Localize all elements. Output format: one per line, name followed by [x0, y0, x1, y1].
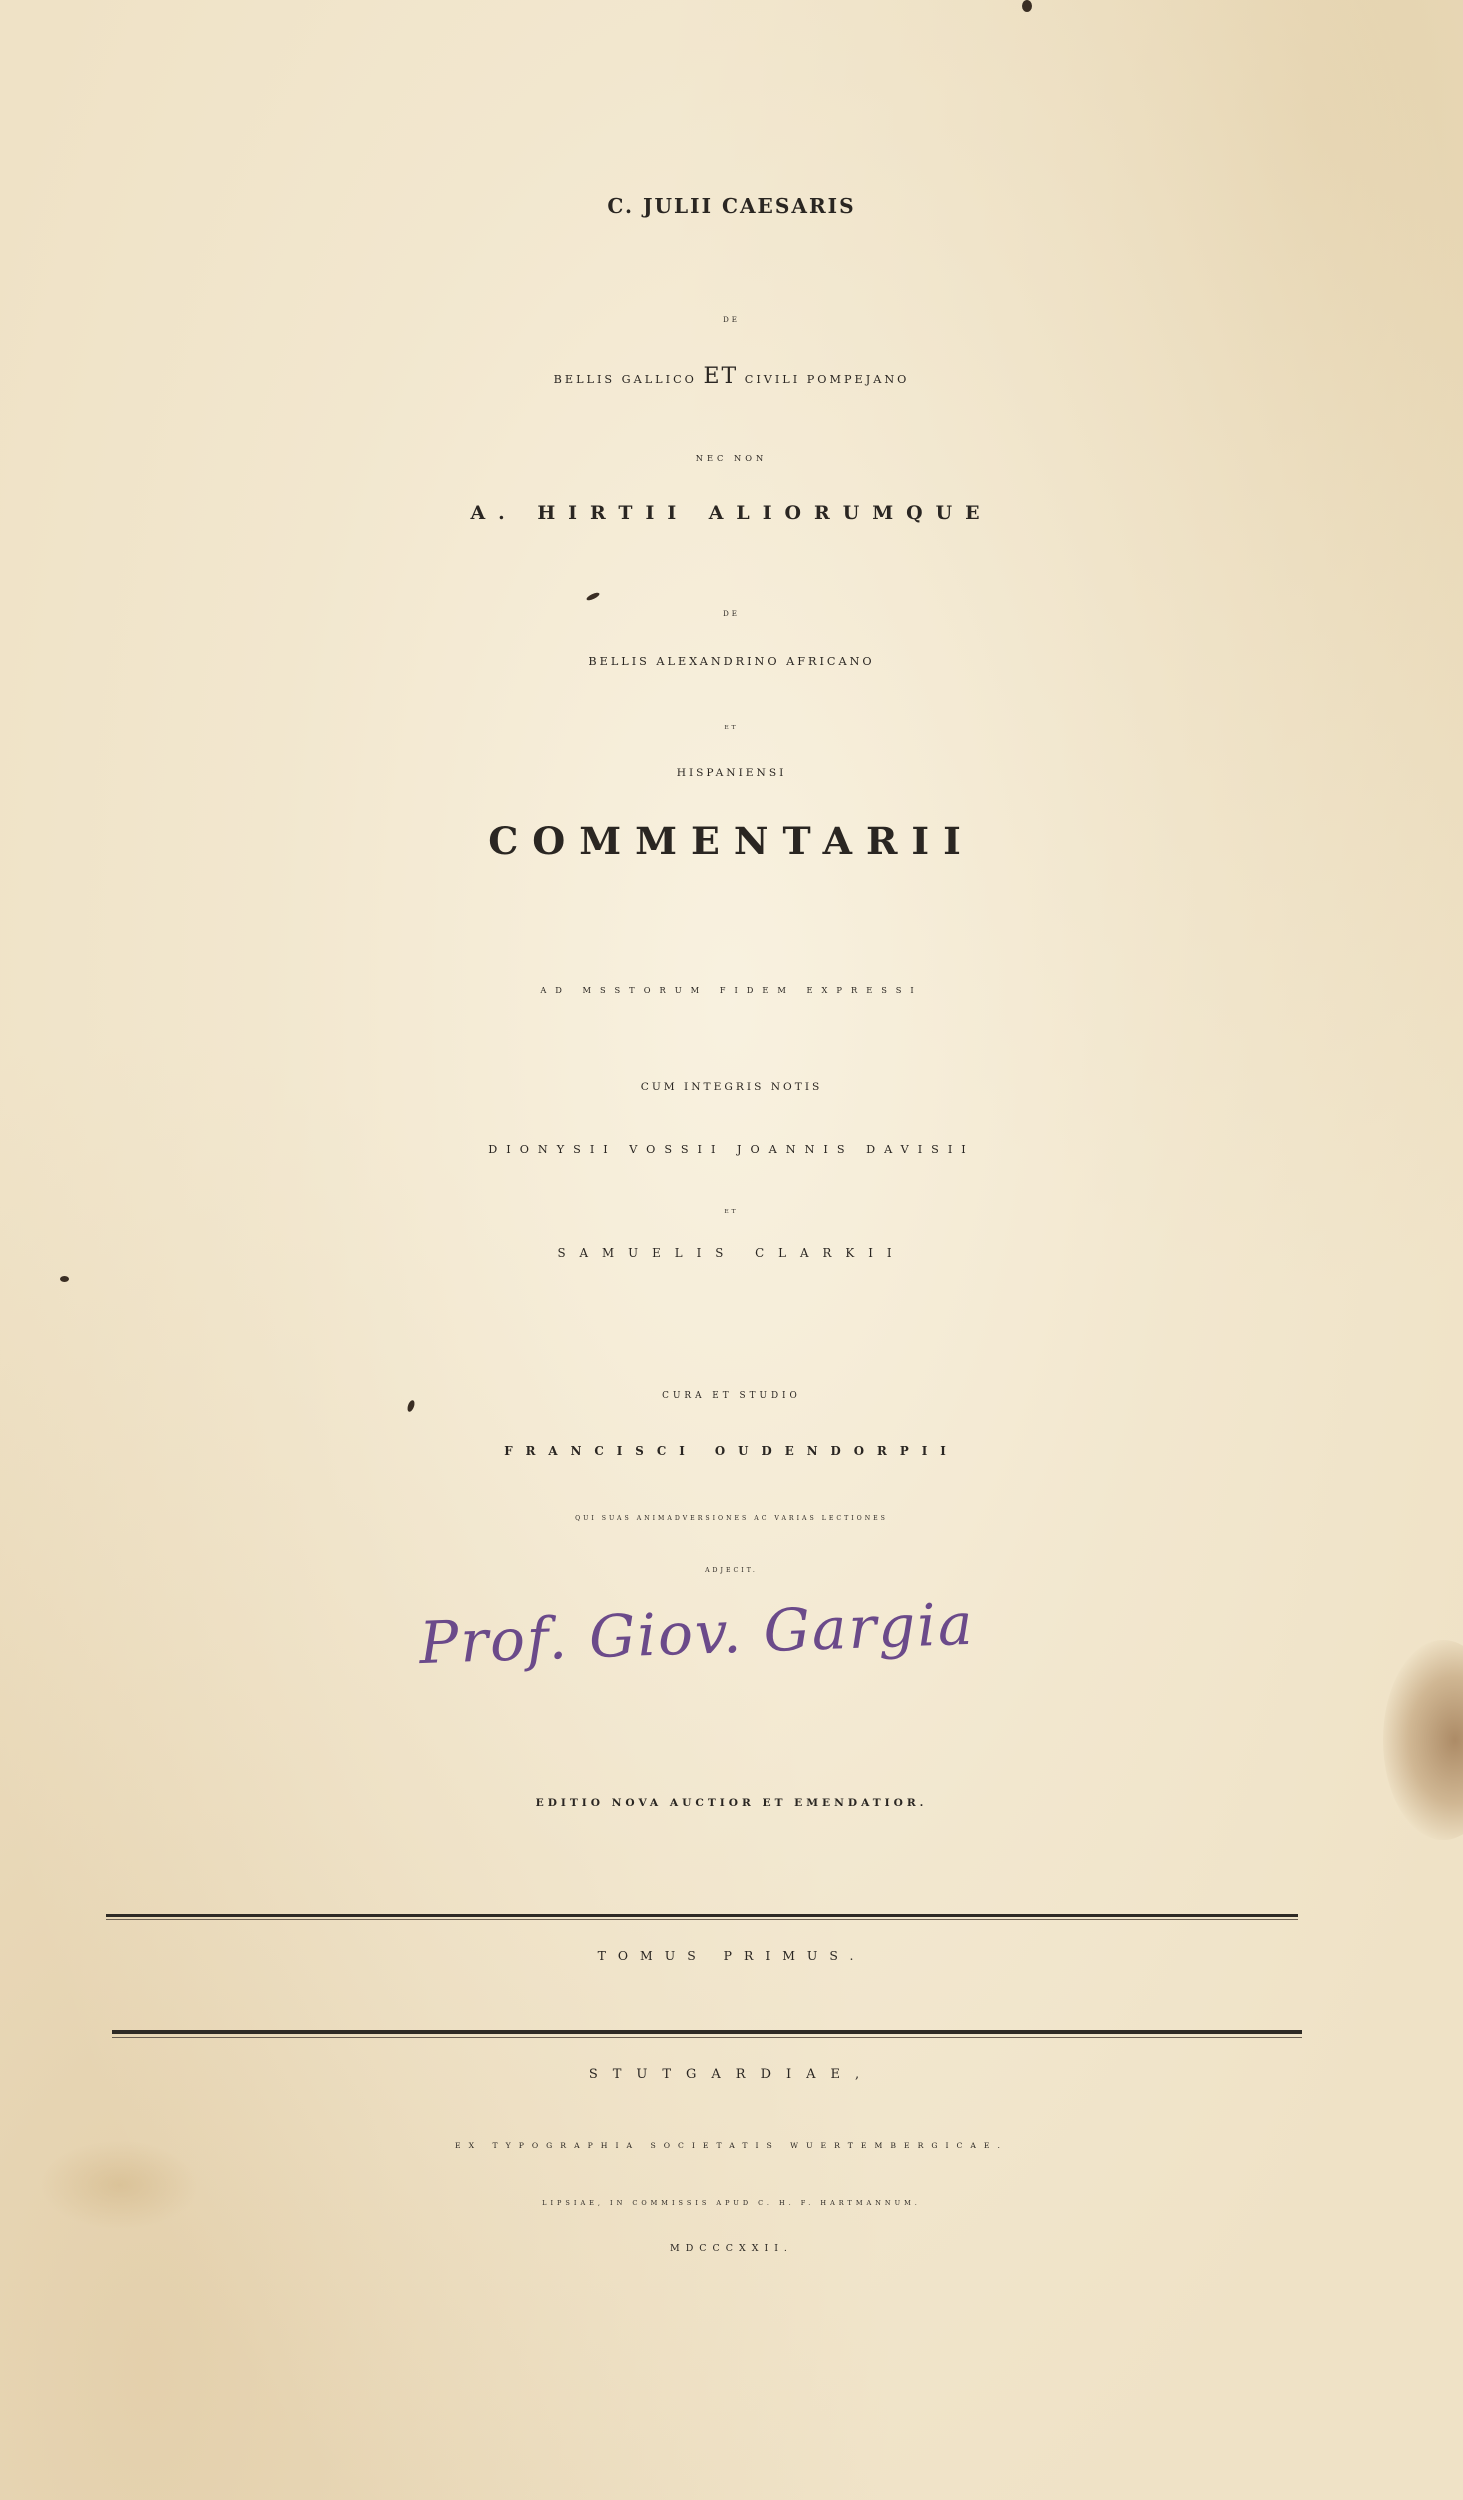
ink-speck: [586, 591, 601, 601]
ad-fidem-line: AD MSSTORUM FIDEM EXPRESSI: [540, 985, 923, 995]
et-line-2: ET: [724, 1209, 739, 1215]
lipsiae-line: LIPSIAE, IN COMMISSIS APUD C. H. F. HARTMANNUM.: [542, 2199, 921, 2207]
tomus-line: TOMUS PRIMUS.: [597, 1948, 866, 1963]
paper-foxing: [40, 2140, 200, 2230]
bellis-gallico-line: [0, 366, 1463, 388]
hirtii-heading: A. HIRTII ALIORUMQUE: [470, 502, 993, 524]
qui-suas-line: QUI SUAS ANIMADVERSIONES AC VARIAS LECTIONES: [575, 1515, 888, 1522]
top-rule: [106, 1914, 1298, 1917]
de-line-1: DE: [723, 315, 740, 324]
commentarii-heading: COMMENTARII: [488, 818, 975, 863]
et-line-1: ET: [724, 725, 739, 731]
ink-speck: [406, 1399, 416, 1412]
water-stain: [1383, 1640, 1463, 1840]
bottom-rule: [112, 2030, 1302, 2034]
de-line-2: DE: [723, 609, 740, 618]
bellis-gallico-text: BELLIS GALLICO: [553, 373, 697, 386]
bellis-alexandrino-line: BELLIS ALEXANDRINO AFRICANO: [588, 655, 875, 668]
author-heading: C. JULII CAESARIS: [607, 194, 856, 218]
handwritten-signature: Prof. Giov. Gargia: [418, 1589, 976, 1678]
bottom-rule-thin: [112, 2037, 1302, 2038]
editio-line: EDITIO NOVA AUCTIOR ET EMENDATIOR.: [535, 1796, 928, 1809]
hispaniensi-line: HISPANIENSI: [676, 766, 787, 779]
dionysii-line: DIONYSII VOSSII JOANNIS DAVISII: [488, 1143, 975, 1156]
cum-integris-line: CUM INTEGRIS NOTIS: [640, 1080, 823, 1093]
top-rule-thin: [106, 1919, 1298, 1920]
bellis-et-text: ET: [703, 364, 739, 389]
ink-speck: [60, 1276, 69, 1282]
ink-speck: [1022, 0, 1032, 12]
typographia-line: EX TYPOGRAPHIA SOCIETATIS WUERTEMBERGICAE.: [455, 2141, 1008, 2150]
cura-line: CURA ET STUDIO: [662, 1391, 801, 1401]
adjecit-line: ADJECIT.: [705, 1567, 758, 1574]
civili-pompejano-text: CIVILI POMPEJANO: [744, 373, 910, 386]
francisci-line: FRANCISCI OUDENDORPII: [504, 1444, 959, 1458]
nec-non-line: NEC NON: [695, 453, 768, 463]
samuelis-line: SAMUELIS CLARKII: [557, 1246, 906, 1260]
stutgardiae-line: STUTGARDIAE,: [588, 2067, 875, 2082]
year-line: MDCCCXXII.: [670, 2243, 793, 2254]
